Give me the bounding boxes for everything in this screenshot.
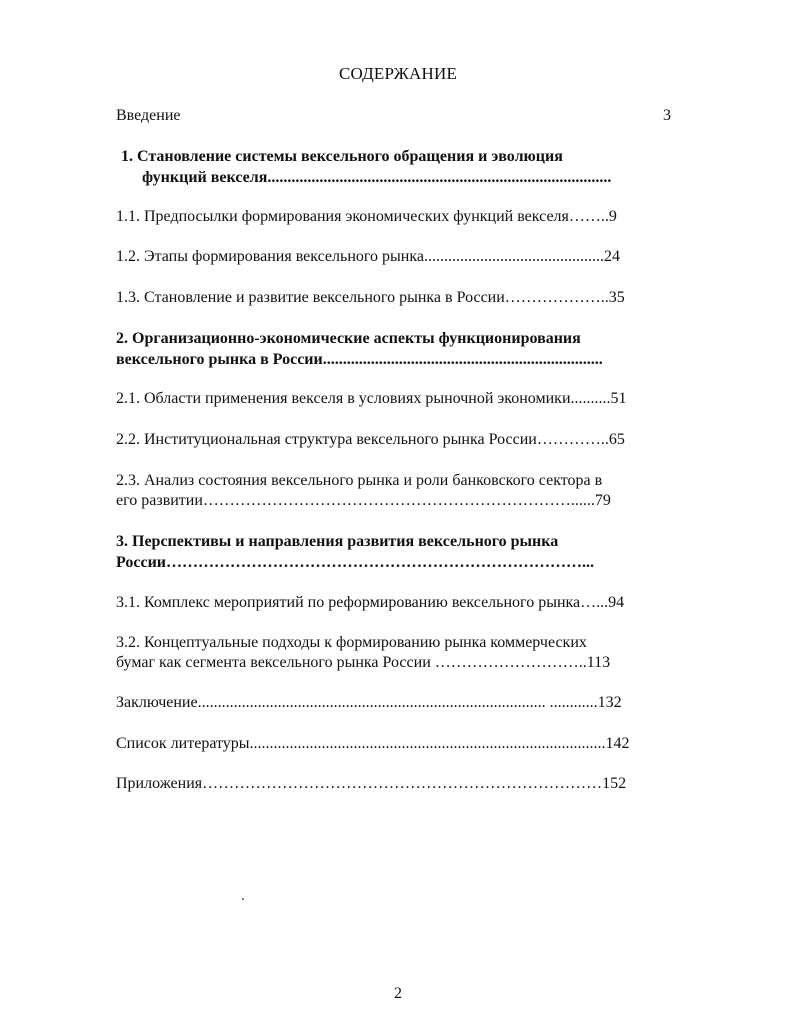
toc-entry-conclusion: Заключение....................................................................................... ............132: [116, 694, 622, 711]
toc-section-1-1: 1.1. Предпосылки формирования экономических функций векселя……..9: [116, 208, 617, 225]
toc-section-2-3-line-2: его развитии……………………………………………………………......79: [116, 492, 611, 509]
toc-chapter-1-line-1: 1. Становление системы вексельного обращения и эволюция: [121, 148, 563, 165]
toc-title: СОДЕРЖАНИЕ: [338, 64, 458, 83]
toc-entry-introduction-page: 3: [663, 107, 671, 124]
toc-chapter-3-line-1: 3. Перспективы и направления развития вексельного рынка: [116, 533, 559, 550]
toc-section-3-2-line-1: 3.2. Концептуальные подходы к формированию рынка коммерческих: [116, 634, 587, 651]
toc-section-2-1: 2.1. Области применения векселя в условиях рыночной экономики..........51: [116, 390, 627, 407]
toc-section-1-2: 1.2. Этапы формирования вексельного рынка.............................................24: [116, 248, 620, 265]
toc-chapter-2-line-1: 2. Организационно-экономические аспекты функционирования: [116, 330, 581, 347]
scan-speck: [242, 898, 244, 900]
toc-entry-appendices: Приложения…………………………………………………………………152: [116, 775, 627, 792]
toc-chapter-2-line-2: вексельного рынка в России......................................................................: [116, 351, 603, 368]
toc-section-2-3-line-1: 2.3. Анализ состояния вексельного рынка и роли банковского сектора в: [116, 472, 603, 489]
toc-entry-introduction: Введение: [116, 107, 181, 124]
toc-chapter-3-line-2: России……………………………………………………………………...: [116, 554, 595, 571]
page-number: 2: [394, 985, 402, 1002]
toc-section-2-2: 2.2. Институциональная структура вексельного рынка России…………..65: [116, 431, 625, 448]
toc-entry-references: Список литературы.........................................................................................142: [116, 735, 630, 752]
toc-section-3-1: 3.1. Комплекс мероприятий по реформированию вексельного рынка…...94: [116, 594, 625, 611]
toc-section-1-3: 1.3. Становление и развитие вексельного рынка в России………………..35: [116, 289, 625, 306]
toc-chapter-1-line-2: функций векселя......................................................................................: [142, 169, 612, 186]
toc-section-3-2-line-2: бумаг как сегмента вексельного рынка России ………………………..113: [116, 654, 611, 671]
